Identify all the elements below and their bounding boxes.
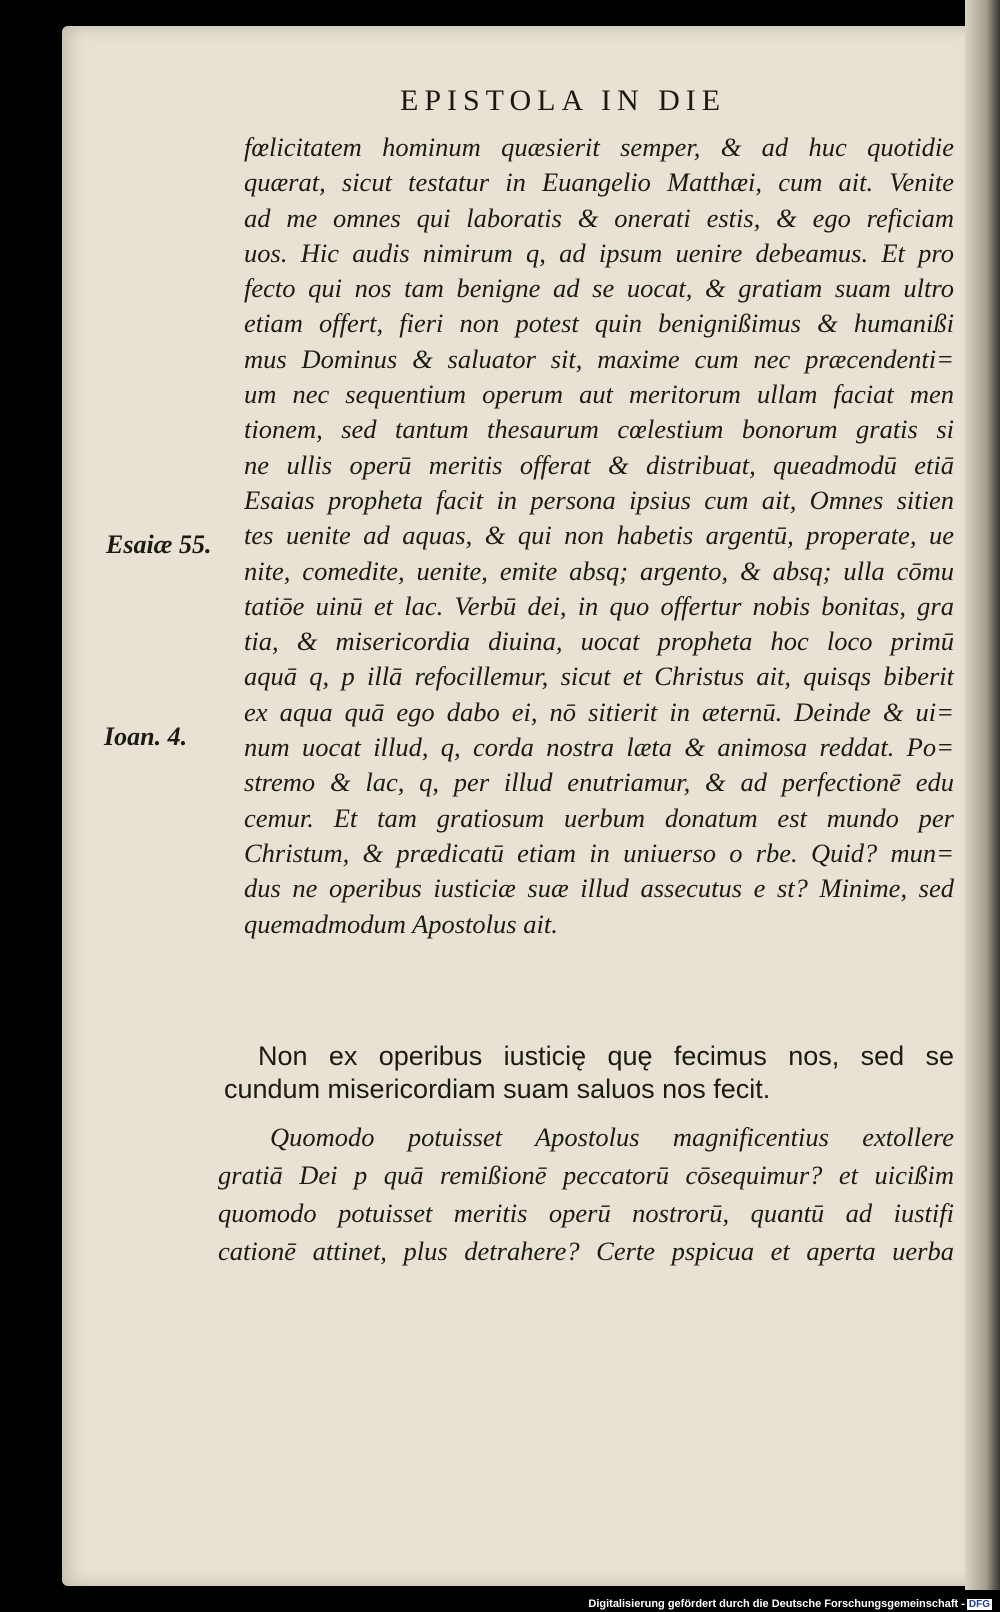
- text-line: ad me omnes qui laboratis & onerati estis, & ego reficiam: [244, 202, 954, 233]
- text-line: ex aqua quā ego dabo ei, nō sitierit in æternū. Deinde & ui=: [244, 696, 954, 727]
- main-text-block: [244, 130, 954, 942]
- text-line: Esaias propheta facit in persona ipsius cum ait, Omnes sitien: [244, 484, 954, 515]
- text-line: quomodo potuisset meritis operū nostrorū, quantū ad iustifi: [218, 1198, 954, 1228]
- text-line: quemadmodum Apostolus ait.: [244, 908, 558, 939]
- text-line: tia, & misericordia diuina, uocat propheta hoc loco primū: [244, 626, 954, 657]
- running-header: EPISTOLA IN DIE: [400, 84, 727, 117]
- digitization-credit: [588, 1598, 992, 1610]
- text-line: mus Dominus & saluator sit, maxime cum nec præcendenti=: [244, 343, 954, 374]
- text-line: fecto qui nos tam benigne ad se uocat, & gratiam suam ultro: [244, 273, 954, 304]
- text-line: um nec sequentium operum aut meritorum ullam faciat men: [244, 379, 954, 410]
- text-line: gratiā Dei p quā remißionē peccatorū cōsequimur? et uicißim: [218, 1160, 954, 1190]
- text-line: cationē attinet, plus detrahere? Certe pspicua et aperta uerba: [218, 1236, 954, 1266]
- text-line: quærat, sicut testatur in Euangelio Matthæi, cum ait. Venite: [244, 167, 954, 198]
- margin-note-ioan: Ioan. 4.: [104, 722, 188, 751]
- text-line: stremo & lac, q, per illud enutriamur, & ad perfectionē edu: [244, 767, 954, 798]
- text-line: Christum, & prædicatū etiam in uniuerso o rbe. Quid? mun=: [244, 837, 954, 868]
- text-line: num uocat illud, q, corda nostra læta & animosa reddat. Po=: [244, 732, 954, 763]
- text-line: cemur. Et tam gratiosum uerbum donatum est mundo per: [244, 802, 954, 833]
- text-line: dus ne operibus iusticiæ suæ illud assecutus e st? Minime, sed: [244, 873, 954, 904]
- margin-note-esaiae: Esaiæ 55.: [106, 530, 212, 559]
- text-line: Quomodo potuisset Apostolus magnificentius extollere: [270, 1122, 954, 1152]
- page-gutter: [965, 0, 1000, 1590]
- text-line: tes uenite ad aquas, & qui non habetis argentū, properate, ue: [244, 520, 954, 551]
- scripture-quote: [224, 1040, 954, 1106]
- quote-line: Non ex operibus iusticię quę fecimus nos, sed se: [258, 1041, 954, 1071]
- text-line: fœlicitatem hominum quæsierit semper, & ad huc quotidie: [244, 132, 954, 162]
- quote-line: cundum misericordiam suam saluos nos fecit.: [224, 1074, 771, 1104]
- text-line: tatiōe uinū et lac. Verbū dei, in quo offertur nobis bonitas, gra: [244, 590, 954, 621]
- text-line: tionem, sed tantum thesaurum cœlestium bonorum gratis si: [244, 414, 954, 445]
- text-line: uos. Hic audis nimirum q, ad ipsum uenire debeamus. Et pro: [244, 237, 954, 268]
- credit-text: Digitalisierung gefördert durch die Deutsche Forschungsgemeinschaft -: [588, 1598, 965, 1610]
- text-line: etiam offert, fieri non potest quin benignißimus & humanißi: [244, 308, 954, 339]
- text-line: ne ullis operū meritis offerat & distribuat, queadmodū etiā: [244, 449, 954, 480]
- text-line: aquā q, p illā refocillemur, sicut et Christus ait, quisqs biberit: [244, 661, 954, 692]
- dfg-logo: DFG: [968, 1599, 990, 1610]
- closing-paragraph: [218, 1118, 954, 1270]
- text-line: nite, comedite, uenite, emite absq; argento, & absq; ulla cōmu: [244, 555, 954, 586]
